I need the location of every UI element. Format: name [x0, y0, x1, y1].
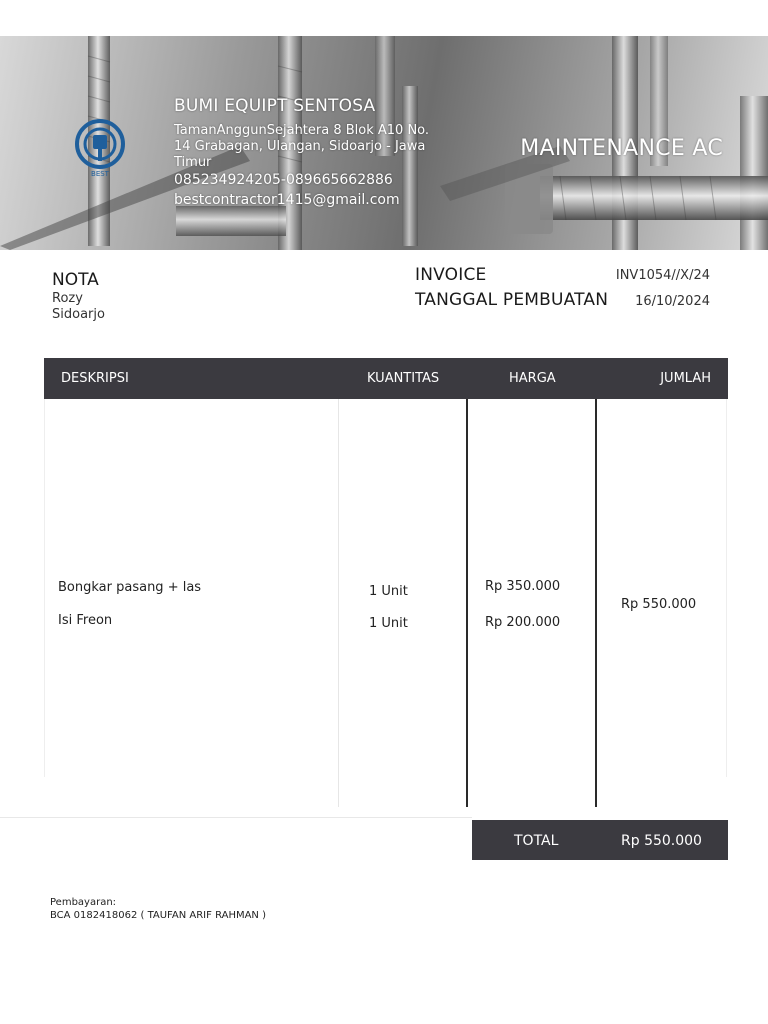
invoice-number-label: INVOICE: [415, 265, 487, 285]
company-address-line3: Timur: [174, 155, 212, 170]
bill-to: [52, 270, 105, 323]
header-price: HARGA: [509, 371, 556, 386]
company-info: [174, 96, 464, 208]
column-divider: [726, 399, 727, 777]
item-description: Isi Freon: [58, 613, 113, 628]
invoice-date: 16/10/2024: [635, 294, 710, 309]
company-name: BUMI EQUIPT SENTOSA: [174, 96, 376, 116]
item-quantity: 1 Unit: [369, 616, 408, 631]
customer-name: Rozy: [52, 291, 83, 306]
bill-to-label: NOTA: [52, 270, 99, 290]
logo-text: BEST: [91, 170, 109, 178]
header-quantity: KUANTITAS: [367, 371, 440, 386]
company-address-line1: TamanAnggunSejahtera 8 Blok A10 No.: [174, 123, 430, 138]
column-divider: [338, 399, 339, 807]
document-title: MAINTENANCE AC: [520, 136, 723, 161]
best-logo-icon: [72, 118, 128, 178]
item-amount: Rp 550.000: [621, 597, 697, 612]
column-divider: [44, 399, 45, 777]
column-divider: [466, 399, 468, 807]
company-phone: 085234924205-089665662886: [174, 172, 393, 188]
company-email: bestcontractor1415@gmail.com: [174, 192, 400, 208]
company-logo: [72, 118, 128, 178]
header-amount: JUMLAH: [660, 371, 711, 386]
divider: [0, 817, 472, 818]
item-description: Bongkar pasang + las: [58, 580, 202, 595]
payment-info: [50, 896, 266, 922]
customer-city: Sidoarjo: [52, 307, 105, 322]
item-price: Rp 200.000: [485, 615, 561, 630]
column-divider: [595, 399, 597, 807]
invoice-date-label: TANGGAL PEMBUATAN: [415, 290, 609, 310]
total-bar: [472, 820, 728, 860]
payment-label: Pembayaran:: [50, 897, 117, 908]
total-value: Rp 550.000: [621, 833, 702, 849]
header-description: DESKRIPSI: [61, 371, 129, 386]
total-label: TOTAL: [514, 833, 559, 849]
item-price: Rp 350.000: [485, 579, 561, 594]
payment-details: BCA 0182418062 ( TAUFAN ARIF RAHMAN ): [50, 910, 266, 921]
table-header: [44, 358, 728, 399]
invoice-number: INV1054//X/24: [615, 268, 710, 283]
company-address-line2: 14 Grabagan, Ulangan, Sidoarjo - Jawa: [174, 139, 426, 154]
item-quantity: 1 Unit: [369, 584, 408, 599]
